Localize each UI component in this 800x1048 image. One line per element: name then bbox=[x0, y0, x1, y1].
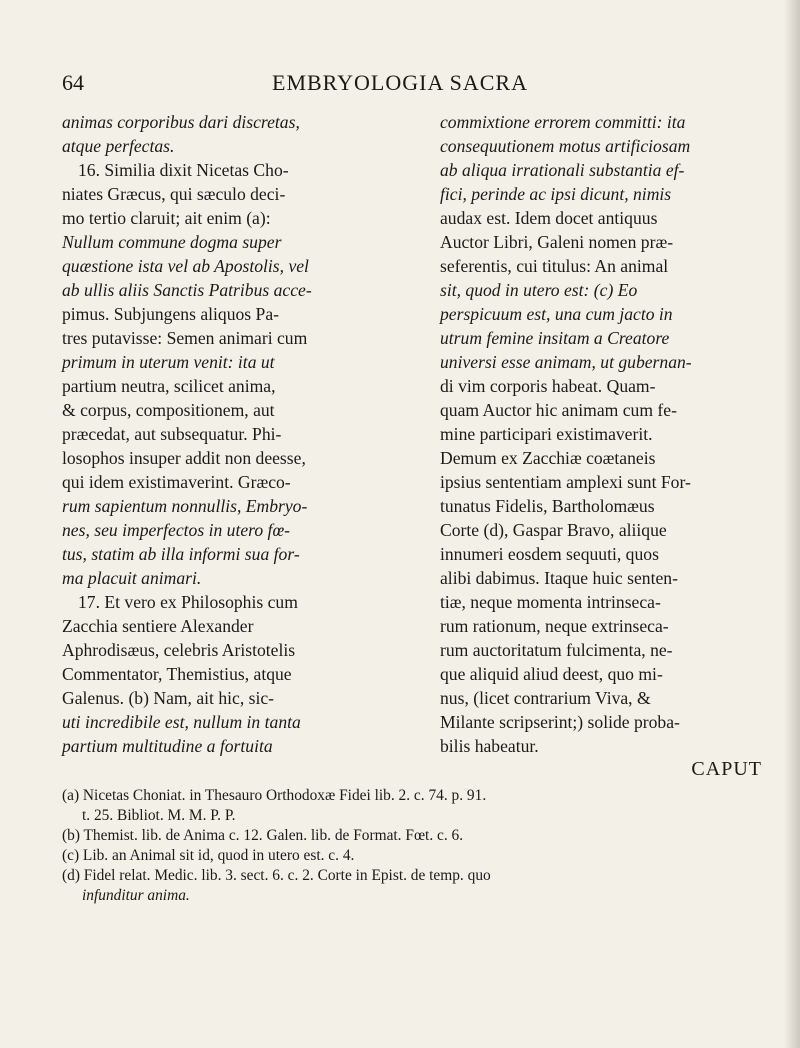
text-line: que aliquid aliud deest, quo mi- bbox=[440, 664, 663, 684]
text-line: mo tertio claruit; ait enim (a): bbox=[62, 208, 271, 228]
footnotes bbox=[62, 786, 777, 906]
text-line: utrum femine insitam a Creatore bbox=[440, 328, 670, 348]
text-line: partium multitudine a fortuita bbox=[62, 736, 273, 756]
text-line: nes, seu imperfectos in utero fœ- bbox=[62, 520, 291, 540]
text-line: seferentis, cui titulus: An animal bbox=[440, 256, 669, 276]
text-line: ipsius sententiam amplexi sunt For- bbox=[440, 472, 691, 492]
text-line: Auctor Libri, Galeni nomen præ- bbox=[440, 232, 674, 252]
text-line: quam Auctor hic animam cum fe- bbox=[440, 400, 677, 420]
page-header bbox=[0, 70, 800, 104]
text-line: losophos insuper addit non deesse, bbox=[62, 448, 306, 468]
right-column bbox=[440, 110, 770, 758]
text-line: animas corporibus dari discretas, bbox=[62, 112, 300, 132]
footnote: infunditur anima. bbox=[82, 887, 190, 904]
text-line: innumeri eosdem sequuti, quos bbox=[440, 544, 659, 564]
page-number: 64 bbox=[62, 70, 84, 95]
text-line: Nullum commune dogma super bbox=[62, 232, 282, 252]
text-line: consequutionem motus artificiosam bbox=[440, 136, 691, 156]
text-line: atque perfectas. bbox=[62, 136, 175, 156]
text-line: alibi dabimus. Itaque huic senten- bbox=[440, 568, 678, 588]
left-column bbox=[62, 110, 422, 758]
text-line: perspicuum est, una cum jacto in bbox=[440, 304, 673, 324]
text-line: uti incredibile est, nullum in tanta bbox=[62, 712, 301, 732]
text-line: mine participari existimaverit. bbox=[440, 424, 653, 444]
text-line: niates Græcus, qui sæculo deci- bbox=[62, 184, 286, 204]
footnote: t. 25. Bibliot. M. M. P. P. bbox=[82, 807, 236, 824]
text-line: sit, quod in utero est: (c) Eo bbox=[440, 280, 638, 300]
text-line: Commentator, Themistius, atque bbox=[62, 664, 292, 684]
text-line: tiæ, neque momenta intrinseca- bbox=[440, 592, 661, 612]
text-line: Aphrodisæus, celebris Aristotelis bbox=[62, 640, 296, 660]
text-line: universi esse animam, ut gubernan- bbox=[440, 352, 692, 372]
text-line: rum rationum, neque extrinseca- bbox=[440, 616, 669, 636]
text-line: rum auctoritatum fulcimenta, ne- bbox=[440, 640, 673, 660]
text-line: præcedat, aut subsequatur. Phi- bbox=[62, 424, 282, 444]
footnote: (c) Lib. an Animal sit id, quod in utero est. c. 4. bbox=[62, 847, 355, 864]
text-line: pimus. Subjungens aliquos Pa- bbox=[62, 304, 279, 324]
text-line: Corte (d), Gaspar Bravo, aliique bbox=[440, 520, 667, 540]
text-line: ab aliqua irrationali substantia ef- bbox=[440, 160, 685, 180]
text-line: bilis habeatur. bbox=[440, 736, 539, 756]
page-edge-shadow bbox=[784, 0, 800, 1048]
text-line: audax est. Idem docet antiquus bbox=[440, 208, 658, 228]
text-line: quæstione ista vel ab Apostolis, vel bbox=[62, 256, 309, 276]
text-line: qui idem existimaverint. Græco- bbox=[62, 472, 291, 492]
text-line: tunatus Fidelis, Bartholomæus bbox=[440, 496, 655, 516]
text-line: & corpus, compositionem, aut bbox=[62, 400, 275, 420]
text-line: ab ullis aliis Sanctis Patribus acce- bbox=[62, 280, 312, 300]
text-line: fici, perinde ac ipsi dicunt, nimis bbox=[440, 184, 672, 204]
running-head: EMBRYOLOGIA SACRA bbox=[272, 70, 528, 95]
footnote: (b) Themist. lib. de Anima c. 12. Galen. lib. de Format. Fœt. c. 6. bbox=[62, 827, 464, 844]
text-line: Milante scripserint;) solide proba- bbox=[440, 712, 680, 732]
text-line: nus, (licet contrarium Viva, & bbox=[440, 688, 651, 708]
text-line: commixtione errorem committi: ita bbox=[440, 112, 686, 132]
text-line: tus, statim ab illa informi sua for- bbox=[62, 544, 300, 564]
text-line: primum in uterum venit: ita ut bbox=[62, 352, 275, 372]
text-line: tres putavisse: Semen animari cum bbox=[62, 328, 308, 348]
text-line: partium neutra, scilicet anima, bbox=[62, 376, 276, 396]
text-line: ma placuit animari. bbox=[62, 568, 202, 588]
footnote: (a) Nicetas Choniat. in Thesauro Orthodoxæ Fidei lib. 2. c. 74. p. 91. bbox=[62, 787, 487, 804]
footnote: (d) Fidel relat. Medic. lib. 3. sect. 6. c. 2. Corte in Epist. de temp. quo bbox=[62, 867, 491, 884]
text-line: Demum ex Zacchiæ coætaneis bbox=[440, 448, 656, 468]
text-line: 17. Et vero ex Philosophis cum bbox=[78, 592, 298, 612]
text-line: di vim corporis habeat. Quam- bbox=[440, 376, 656, 396]
text-line: Zacchia sentiere Alexander bbox=[62, 616, 254, 636]
text-line: 16. Similia dixit Nicetas Cho- bbox=[78, 160, 289, 180]
text-line: Galenus. (b) Nam, ait hic, sic- bbox=[62, 688, 275, 708]
text-line: rum sapientum nonnullis, Embryo- bbox=[62, 496, 308, 516]
catchword: CAPUT bbox=[691, 758, 762, 780]
